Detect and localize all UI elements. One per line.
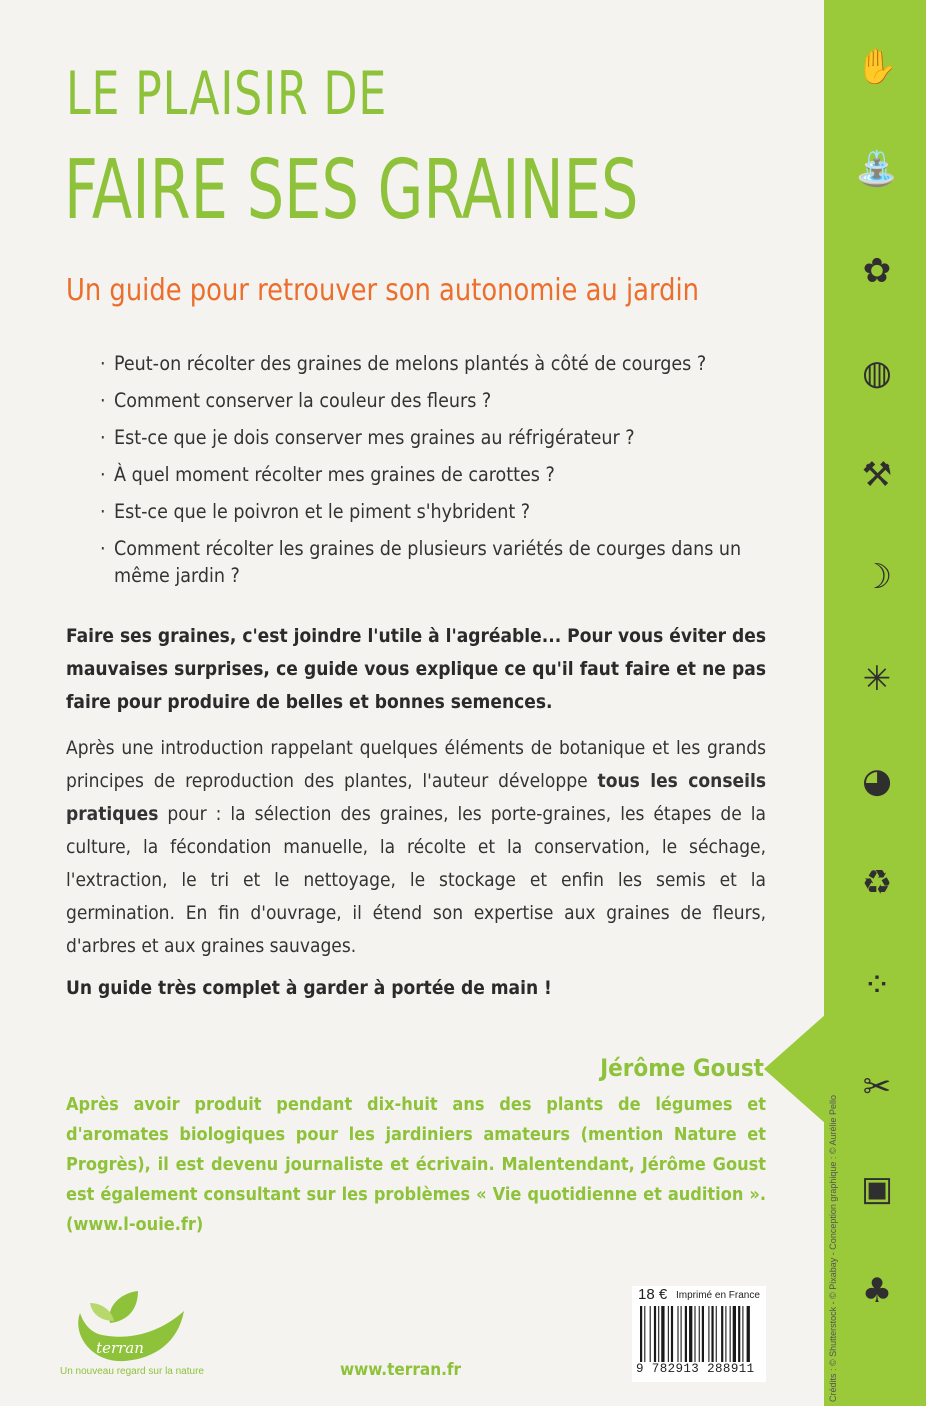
barcode-bar bbox=[711, 1306, 713, 1362]
description-part-1: Après une introduction rappelant quelques éléments de botanique et les grands principes de reproduction des plantes, l'auteur développe bbox=[66, 737, 766, 792]
barcode-bar bbox=[668, 1306, 669, 1362]
dandelion-icon: ✳ bbox=[862, 659, 892, 699]
barcode-bar bbox=[654, 1306, 656, 1362]
barcode-bar bbox=[671, 1306, 673, 1362]
flower-icon: ✿ bbox=[862, 251, 892, 291]
author-bio: Après avoir produit pendant dix-huit ans des plants de légumes et d'aromates biologiques pour les jardiniers amateurs (mention Nature et Progrès), il est devenu journaliste et écrivain. Malentendant, Jérôme Goust est également consultant sur les problèmes « Vie quotidienne et audition ». (www.l-ouie.fr) bbox=[66, 1094, 766, 1235]
pea-pod-icon: ☽ bbox=[861, 557, 893, 597]
question-item: · Comment conserver la couleur des fleurs ? bbox=[100, 387, 760, 414]
barcode-bar bbox=[742, 1306, 743, 1362]
barcode-bar bbox=[699, 1306, 700, 1362]
sidebar-notch bbox=[764, 1014, 826, 1124]
author-name: Jérôme Goust bbox=[600, 1054, 764, 1082]
terran-logo bbox=[62, 1285, 192, 1365]
barcode-bar bbox=[640, 1306, 642, 1362]
title-line-2: FAIRE SES GRAINES bbox=[64, 143, 639, 238]
printed-in: Imprimé en France bbox=[676, 1290, 760, 1301]
barcode-bar bbox=[733, 1306, 736, 1362]
intro-paragraph: Faire ses graines, c'est joindre l'utile à l'agréable... Pour vous éviter des mauvaises surprises, ce guide vous explique ce qu'il faut faire et ne pas faire pour produire de belles et bonnes semences. bbox=[66, 625, 766, 713]
closing-line: Un guide très complet à garder à portée de main ! bbox=[66, 977, 552, 999]
barcode-bar bbox=[721, 1306, 723, 1362]
barcode-bar bbox=[650, 1306, 651, 1362]
barcode-bar bbox=[644, 1306, 645, 1362]
description-part-2: pour : la sélection des graines, les porte-graines, les étapes de la culture, la fécondation manuelle, la récolte et la conservation, le séchage, l'extraction, le tri et le nettoyage, le stockage et enfin les semis et la germination. En fin d'ouvrage, il étend son expertise aux graines de fleurs, d'arbres et aux graines sauvages. bbox=[66, 803, 766, 957]
isbn-number: 9 782913 288911 bbox=[636, 1362, 755, 1376]
watering-can-icon: ⛲ bbox=[855, 149, 899, 189]
question-item: · Comment récolter les graines de plusieurs variétés de courges dans un même jardin ? bbox=[100, 535, 760, 589]
publisher-tagline: Un nouveau regard sur la nature bbox=[60, 1366, 204, 1377]
recycle-leaf-icon: ♻ bbox=[861, 863, 893, 903]
tools-icon: ⚒ bbox=[861, 455, 893, 495]
title-line-1: LE PLAISIR DE bbox=[66, 59, 388, 129]
barcode-bar bbox=[702, 1306, 704, 1362]
onion-icon: ◕ bbox=[862, 761, 892, 801]
berries-icon: ⁘ bbox=[862, 965, 892, 1005]
barcode-bar bbox=[716, 1306, 717, 1362]
barcode-bar bbox=[661, 1306, 664, 1362]
seedling-pot-icon: ♣ bbox=[861, 1271, 893, 1311]
barcode bbox=[640, 1306, 764, 1362]
question-item: · À quel moment récolter mes graines de carottes ? bbox=[100, 461, 760, 488]
credits-text: Crédits : © Shutterstock - © Pixabay - Conception graphique : © Aurélie Pello bbox=[828, 1094, 838, 1402]
melon-icon: ◍ bbox=[862, 353, 892, 393]
seed-packet-icon: ▣ bbox=[860, 1169, 894, 1209]
questions-list bbox=[100, 350, 760, 599]
barcode-bar bbox=[730, 1306, 731, 1362]
question-item: · Peut-on récolter des graines de melons plantés à côté de courges ? bbox=[100, 350, 760, 377]
logo-text: terran bbox=[96, 1339, 144, 1357]
subtitle: Un guide pour retrouver son autonomie au jardin bbox=[66, 273, 700, 308]
barcode-bar bbox=[747, 1306, 750, 1362]
question-item: · Est-ce que le poivron et le piment s'hybrident ? bbox=[100, 498, 760, 525]
shears-icon: ✂ bbox=[862, 1067, 892, 1107]
publisher-website[interactable]: www.terran.fr bbox=[340, 1360, 462, 1380]
hand-seeds-icon: ✋ bbox=[855, 47, 899, 87]
barcode-bar bbox=[681, 1306, 682, 1362]
description-paragraph bbox=[66, 732, 766, 963]
barcode-bar bbox=[738, 1306, 740, 1362]
barcode-bar bbox=[677, 1306, 678, 1362]
price: 18 € bbox=[638, 1286, 668, 1303]
barcode-bar bbox=[689, 1306, 692, 1362]
question-item: · Est-ce que je dois conserver mes graines au réfrigérateur ? bbox=[100, 424, 760, 451]
barcode-bar bbox=[685, 1306, 687, 1362]
barcode-bar bbox=[694, 1306, 695, 1362]
barcode-bar bbox=[708, 1306, 709, 1362]
barcode-bar bbox=[725, 1306, 726, 1362]
barcode-bar bbox=[658, 1306, 659, 1362]
description-bold: tous les conseils pratiques bbox=[66, 770, 766, 825]
